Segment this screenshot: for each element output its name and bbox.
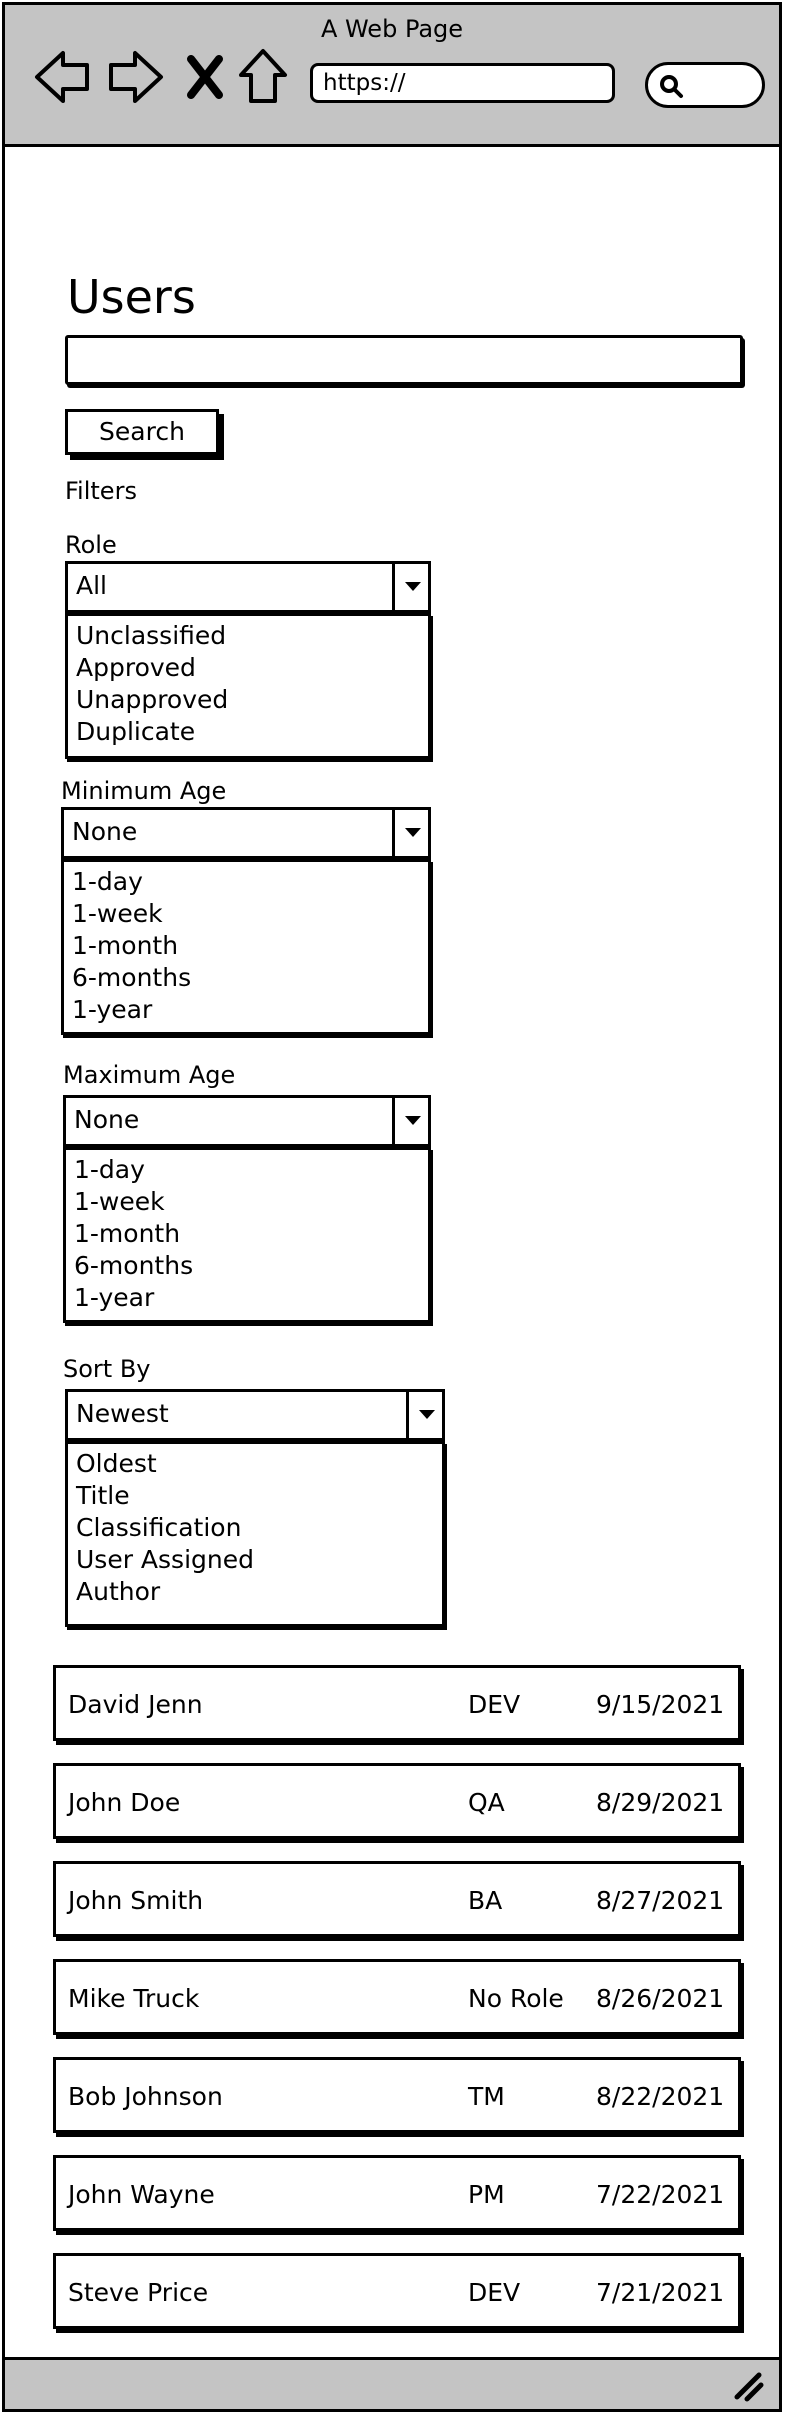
min-age-selected-value: None (72, 817, 138, 846)
user-date: 7/21/2021 (596, 2278, 725, 2307)
list-item[interactable]: Title (76, 1481, 130, 1510)
list-item[interactable]: Duplicate (76, 717, 196, 746)
user-name: John Wayne (68, 2180, 215, 2209)
sort-by-selected-value: Newest (76, 1399, 169, 1428)
browser-search-field[interactable] (645, 62, 765, 108)
list-item[interactable]: 6-months (72, 963, 192, 992)
browser-toolbar (5, 5, 779, 147)
user-row[interactable] (53, 1959, 741, 2035)
list-item[interactable]: Oldest (76, 1449, 157, 1478)
chevron-down-icon[interactable] (392, 1098, 428, 1144)
user-role: QA (468, 1788, 505, 1817)
resize-grip-icon[interactable] (729, 2367, 765, 2403)
user-date: 8/27/2021 (596, 1886, 725, 1915)
user-role: PM (468, 2180, 505, 2209)
user-date: 9/15/2021 (596, 1690, 725, 1719)
list-item[interactable]: 1-day (72, 867, 143, 896)
chevron-down-icon[interactable] (392, 564, 428, 610)
list-item[interactable]: 6-months (74, 1251, 194, 1280)
user-date: 8/29/2021 (596, 1788, 725, 1817)
list-item[interactable]: Classification (76, 1513, 242, 1542)
user-name: John Doe (68, 1788, 181, 1817)
chevron-down-icon[interactable] (406, 1392, 442, 1438)
chevron-down-icon[interactable] (392, 810, 428, 856)
status-bar (5, 2357, 779, 2409)
list-item[interactable]: Approved (76, 653, 196, 682)
list-item[interactable]: User Assigned (76, 1545, 254, 1574)
stop-x-icon[interactable] (185, 55, 225, 99)
user-row[interactable] (53, 1665, 741, 1741)
user-date: 7/22/2021 (596, 2180, 725, 2209)
magnifier-icon (658, 73, 684, 99)
list-item[interactable]: Unclassified (76, 621, 227, 650)
max-age-label: Maximum Age (63, 1061, 236, 1089)
user-name: David Jenn (68, 1690, 203, 1719)
max-age-selected-value: None (74, 1105, 140, 1134)
user-row[interactable] (53, 2057, 741, 2133)
user-name: John Smith (68, 1886, 204, 1915)
sort-by-label: Sort By (63, 1355, 151, 1383)
list-item[interactable]: 1-year (74, 1283, 155, 1312)
min-age-options-list[interactable] (61, 859, 431, 1035)
page-title: Users (67, 270, 196, 324)
max-age-options-list[interactable] (63, 1147, 431, 1323)
search-button[interactable]: Search (65, 409, 219, 455)
role-options-list[interactable] (65, 613, 431, 759)
user-row[interactable] (53, 1861, 741, 1937)
user-role: BA (468, 1886, 503, 1915)
role-selected-value: All (76, 571, 107, 600)
address-bar[interactable]: https:// (310, 63, 615, 103)
user-date: 8/22/2021 (596, 2082, 725, 2111)
user-row[interactable] (53, 1763, 741, 1839)
list-item[interactable]: 1-day (74, 1155, 145, 1184)
min-age-label: Minimum Age (61, 777, 227, 805)
user-role: No Role (468, 1984, 564, 2013)
user-role: DEV (468, 1690, 521, 1719)
sort-by-options-list[interactable] (65, 1441, 445, 1627)
list-item[interactable]: 1-year (72, 995, 153, 1024)
role-select[interactable] (65, 561, 431, 613)
user-name: Steve Price (68, 2278, 209, 2307)
home-icon[interactable] (237, 47, 289, 107)
role-label: Role (65, 531, 117, 559)
user-name: Mike Truck (68, 1984, 200, 2013)
list-item[interactable]: 1-month (72, 931, 179, 960)
user-row[interactable] (53, 2155, 741, 2231)
filters-heading: Filters (65, 477, 137, 505)
list-item[interactable]: Unapproved (76, 685, 229, 714)
user-date: 8/26/2021 (596, 1984, 725, 2013)
list-item[interactable]: Author (76, 1577, 161, 1606)
user-role: DEV (468, 2278, 521, 2307)
forward-arrow-icon[interactable] (105, 47, 165, 107)
sort-by-select[interactable] (65, 1389, 445, 1441)
user-row[interactable] (53, 2253, 741, 2329)
back-arrow-icon[interactable] (33, 47, 93, 107)
min-age-select[interactable] (61, 807, 431, 859)
search-input[interactable] (65, 335, 743, 385)
list-item[interactable]: 1-month (74, 1219, 181, 1248)
user-role: TM (468, 2082, 505, 2111)
browser-window (2, 2, 782, 2412)
list-item[interactable]: 1-week (74, 1187, 165, 1216)
user-name: Bob Johnson (68, 2082, 223, 2111)
max-age-select[interactable] (63, 1095, 431, 1147)
list-item[interactable]: 1-week (72, 899, 163, 928)
window-title: A Web Page (320, 15, 464, 43)
